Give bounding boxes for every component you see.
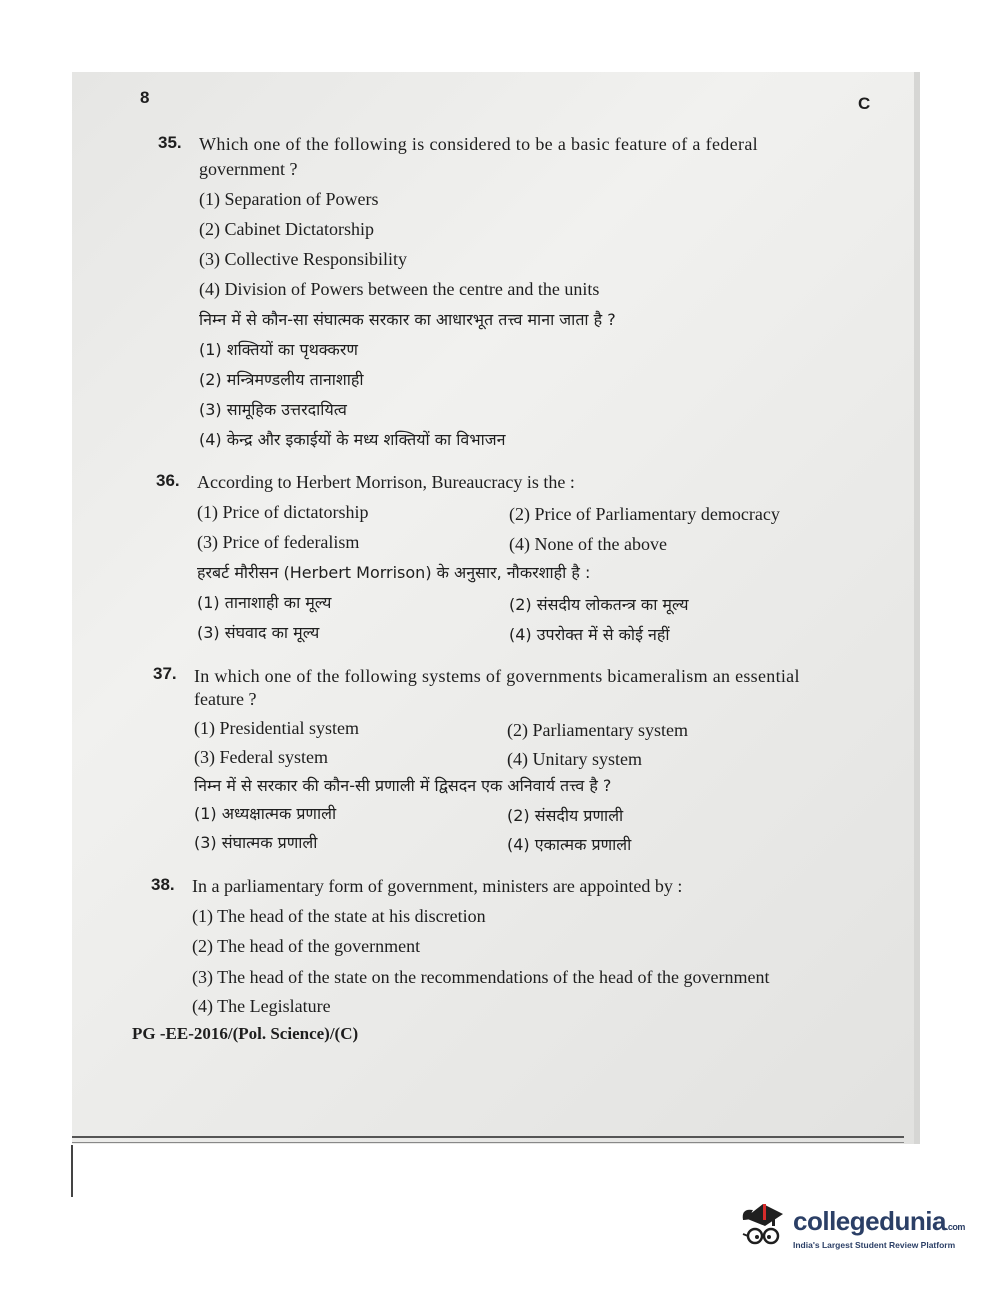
option-hi: (2) संसदीय प्रणाली — [507, 806, 624, 825]
option-hi: (2) संसदीय लोकतन्त्र का मूल्य — [509, 595, 689, 614]
question-text-hindi: निम्न में से कौन-सा संघात्मक सरकार का आधारभूत तत्त्व माना जाता है ? — [199, 310, 616, 329]
option-en: (4) Unitary system — [507, 749, 642, 769]
option-en: (4) None of the above — [509, 534, 667, 554]
option-en: (4) Division of Powers between the centre and the units — [199, 279, 600, 299]
option-en: (3) Federal system — [194, 747, 328, 767]
collegedunia-logo[interactable] — [735, 1196, 965, 1266]
question-text: In which one of the following systems of governments bicameralism an essential — [194, 666, 800, 686]
question-number: 36. — [156, 471, 180, 490]
option-en: (3) The head of the state on the recommendations of the head of the government — [192, 967, 770, 987]
option-hi: (3) संघात्मक प्रणाली — [194, 833, 318, 852]
question-text: In a parliamentary form of government, ministers are appointed by : — [192, 876, 683, 896]
option-hi: (1) शक्तियों का पृथक्करण — [199, 340, 358, 359]
option-en: (2) Price of Parliamentary democracy — [509, 504, 780, 524]
paper-code-footer: PG -EE-2016/(Pol. Science)/(C) — [132, 1024, 359, 1043]
page-edge — [71, 1145, 73, 1197]
question-number: 35. — [158, 133, 182, 152]
page-bottom-rule — [72, 1142, 904, 1143]
page-shadow — [914, 72, 920, 1144]
option-en: (3) Price of federalism — [197, 532, 360, 552]
option-en: (2) Parliamentary system — [507, 720, 688, 740]
logo-wordmark: collegedunia.com — [793, 1206, 965, 1236]
option-en: (4) The Legislature — [192, 996, 331, 1016]
question-text: Which one of the following is considered to be a basic feature of a federal — [199, 134, 759, 154]
series-code: C — [858, 94, 871, 113]
question-text: feature ? — [194, 689, 257, 709]
option-hi: (4) केन्द्र और इकाईयों के मध्य शक्तियों का विभाजन — [199, 430, 506, 449]
option-hi: (4) उपरोक्त में से कोई नहीं — [509, 625, 670, 644]
option-en: (2) The head of the government — [192, 936, 421, 956]
question-text: government ? — [199, 159, 298, 179]
option-en: (1) Presidential system — [194, 718, 359, 738]
option-hi: (3) सामूहिक उत्तरदायित्व — [199, 400, 347, 419]
page-number: 8 — [140, 88, 150, 107]
option-hi: (4) एकात्मक प्रणाली — [507, 835, 632, 854]
mascot-icon — [735, 1196, 793, 1258]
question-number: 37. — [153, 664, 177, 683]
question-text-hindi: हरबर्ट मौरीसन (Herbert Morrison) के अनुसार, नौकरशाही है : — [197, 563, 591, 582]
question-text: According to Herbert Morrison, Bureaucracy is the : — [197, 472, 575, 492]
logo-tagline: India's Largest Student Review Platform — [793, 1240, 956, 1250]
option-hi: (1) अध्यक्षात्मक प्रणाली — [194, 804, 337, 823]
option-en: (1) Price of dictatorship — [197, 502, 369, 522]
question-number: 38. — [151, 875, 175, 894]
option-en: (3) Collective Responsibility — [199, 249, 407, 269]
option-en: (2) Cabinet Dictatorship — [199, 219, 374, 239]
page-bottom-rule — [72, 1136, 904, 1138]
option-hi: (1) तानाशाही का मूल्य — [197, 593, 332, 612]
option-en: (1) Separation of Powers — [199, 189, 379, 209]
option-en: (1) The head of the state at his discretion — [192, 906, 486, 926]
option-hi: (3) संघवाद का मूल्य — [197, 623, 320, 642]
option-hi: (2) मन्त्रिमण्डलीय तानाशाही — [199, 370, 364, 389]
question-text-hindi: निम्न में से सरकार की कौन-सी प्रणाली में द्विसदन एक अनिवार्य तत्त्व है ? — [194, 776, 612, 795]
